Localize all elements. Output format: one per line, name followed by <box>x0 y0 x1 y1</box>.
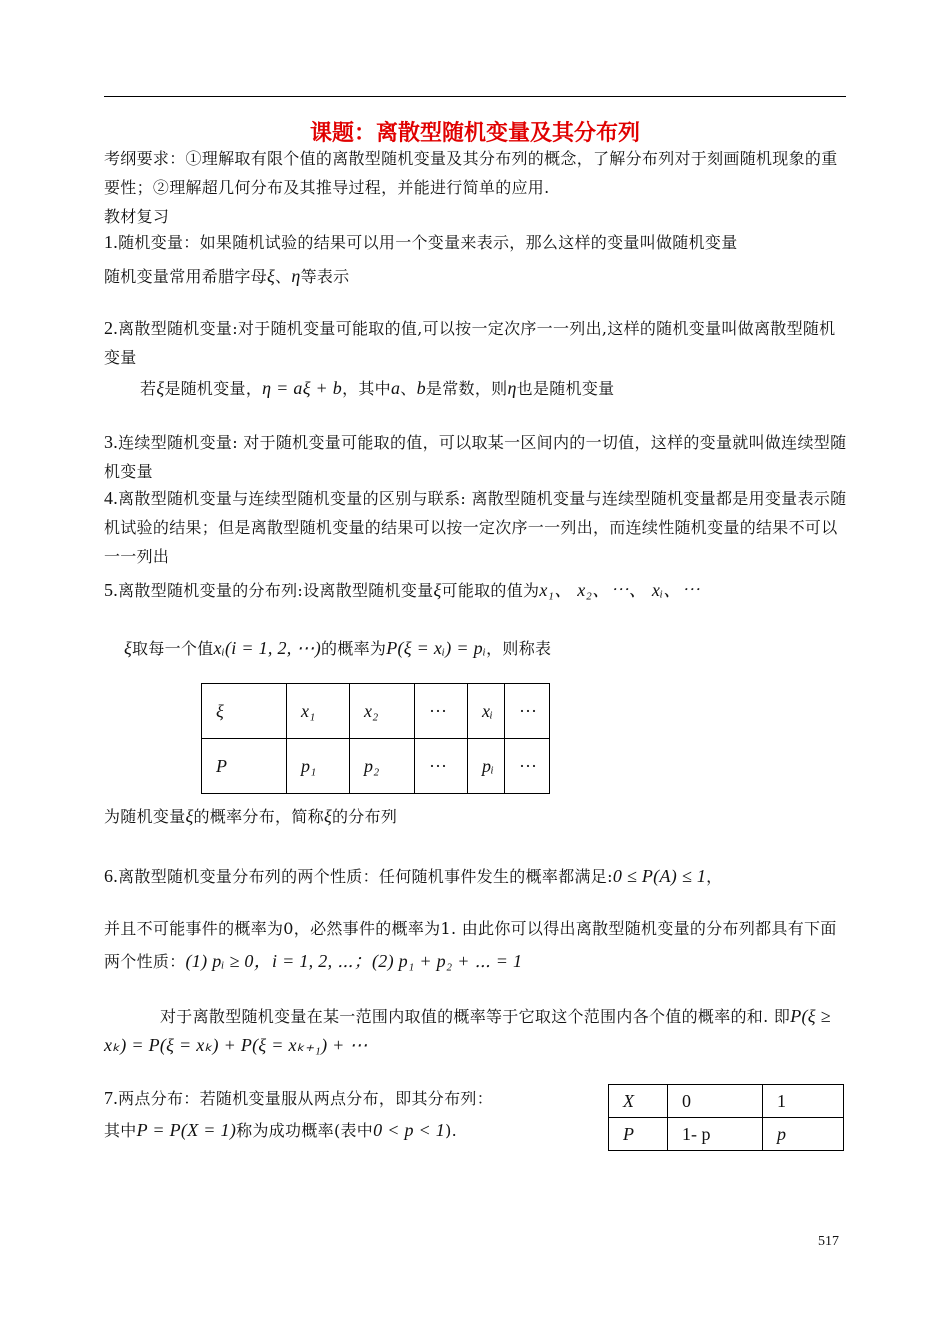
section-6-text: 离散型随机变量分布列的两个性质：任何随机事件发生的概率都满足: <box>118 867 613 886</box>
section-1-tail: 等表示 <box>300 267 350 286</box>
xi-symbol: ξ <box>323 806 332 826</box>
text-constants: 是常数，则 <box>425 379 508 398</box>
table-row <box>202 739 550 794</box>
table-row <box>202 684 550 739</box>
section-1 <box>104 228 848 257</box>
table-cell: 1 <box>763 1085 844 1118</box>
text-table: ，则称表 <box>486 639 552 658</box>
linear-formula: η = aξ + b <box>262 378 343 398</box>
table-cell: ··· <box>415 684 468 739</box>
text-dist-list: 的分布列 <box>331 807 398 826</box>
comma: ， <box>706 867 723 886</box>
distribution-table <box>201 683 550 794</box>
table-cell: X <box>609 1085 668 1118</box>
index-range: (i = 1, 2, ⋯) <box>224 638 322 658</box>
section-4-number: 4. <box>104 488 119 508</box>
section-3-number: 3. <box>104 432 119 452</box>
table-cell: x₂ <box>350 684 415 739</box>
table-cell: xᵢ <box>468 684 505 739</box>
section-7-text: 两点分布：若随机变量服从两点分布，即其分布列： <box>118 1089 494 1108</box>
value-list: x₁、 x₂、⋯、 xᵢ、⋯ <box>539 580 700 600</box>
b-symbol: b <box>416 378 426 398</box>
section-6-para-text: 对于离散型随机变量在某一范围内取值的概率等于它取这个范围内各个值的概率的和. 即 <box>160 1007 791 1026</box>
prob-inequality: 0 ≤ P(A) ≤ 1 <box>612 866 707 886</box>
separator: 、 <box>400 379 417 398</box>
section-5-text: 离散型随机变量的分布列:设离散型随机变量 <box>118 581 434 600</box>
section-5-number: 5. <box>104 580 119 600</box>
table-cell: P <box>202 739 287 794</box>
section-3 <box>104 428 848 486</box>
table-row <box>609 1085 844 1118</box>
text-if: 若 <box>140 379 157 398</box>
table-cell: ··· <box>505 684 550 739</box>
table-cell: p₂ <box>350 739 415 794</box>
table-cell: ξ <box>202 684 287 739</box>
table-cell: P <box>609 1118 668 1151</box>
section-5 <box>104 576 848 605</box>
section-1-number: 1. <box>104 232 119 252</box>
xi-symbol: ξ <box>124 638 133 658</box>
top-rule <box>104 96 846 97</box>
text-where: 其中 <box>104 1121 137 1140</box>
property-2: (2) p₁ + p₂ + ⋯ = 1 <box>371 951 523 971</box>
section-6-paragraph <box>104 1002 848 1060</box>
section-6-line2 <box>104 912 848 978</box>
success-formula: P = P(X = 1) <box>136 1120 237 1140</box>
table-cell: p₁ <box>287 739 350 794</box>
section-1-text: 随机变量：如果随机试验的结果可以用一个变量来表示，那么这样的变量叫做随机变量 <box>118 233 738 252</box>
section-7-number: 7. <box>104 1088 119 1108</box>
text-each-value: 取每一个值 <box>132 639 214 658</box>
section-5-text2: 可能取的值为 <box>441 581 540 600</box>
section-5-after <box>104 802 848 831</box>
p-condition: 0 < p < 1 <box>373 1120 446 1140</box>
xi-value: xᵢ <box>213 638 225 658</box>
section-5-line2 <box>124 634 844 663</box>
section-2-number: 2. <box>104 318 119 338</box>
text-close: ). <box>445 1121 458 1140</box>
two-point-table <box>608 1084 844 1151</box>
text-where: ，其中 <box>342 379 391 398</box>
xi-symbol: ξ <box>267 266 276 286</box>
table-cell: 0 <box>668 1085 763 1118</box>
text-is-rv: 是随机变量， <box>164 379 263 398</box>
text-prob: 的概率为 <box>321 639 387 658</box>
section-2-formula-line <box>140 374 840 403</box>
section-7 <box>104 1084 574 1113</box>
xi-symbol: ξ <box>185 806 194 826</box>
xi-symbol: ξ <box>156 378 165 398</box>
text-prob-dist: 的概率分布，简称 <box>193 807 324 826</box>
table-cell: ··· <box>505 739 550 794</box>
eta-symbol: η <box>507 378 517 398</box>
section-6-line2-text: 并且不可能事件的概率为0，必然事件的概率为1. 由此你可以得出离散型随机变量的分布列都具有下面两个性质： <box>104 919 837 971</box>
page-title: 课题：离散型随机变量及其分布列 <box>309 121 640 146</box>
section-6 <box>104 862 848 891</box>
section-4-text: 离散型随机变量与连续型随机变量的区别与联系: 离散型随机变量与连续型随机变量都是用变量表示随机试验的结果；但是离散型随机变量的结果可以按一定次序一一列出，而连续性随机变量的结果不可以一一列出 <box>104 489 847 566</box>
text-for-rv: 为随机变量 <box>104 807 186 826</box>
page-number: 517 <box>818 1234 839 1249</box>
text-also-rv: 也是随机变量 <box>516 379 615 398</box>
table-cell: x₁ <box>287 684 350 739</box>
prob-formula: P(ξ = xᵢ) = pᵢ <box>386 638 487 658</box>
section-2-text: 离散型随机变量:对于随机变量可能取的值,可以按一定次序一一列出,这样的随机变量叫做离散型随机变量 <box>104 319 836 367</box>
text-success-prob: 称为成功概率(表中 <box>236 1121 374 1140</box>
section-4 <box>104 484 848 571</box>
table-cell: p <box>763 1118 844 1151</box>
section-6-number: 6. <box>104 866 119 886</box>
xi-symbol: ξ <box>433 580 442 600</box>
sum-formula: P(ξ ≥ xₖ) = P(ξ = xₖ) + P(ξ = xₖ₊₁) + ⋯ <box>104 1006 831 1055</box>
a-symbol: a <box>390 378 401 398</box>
eta-symbol: η <box>291 266 301 286</box>
table-row <box>609 1118 844 1151</box>
table-cell: pᵢ <box>468 739 505 794</box>
separator: 、 <box>275 267 292 286</box>
table-cell: 1- p <box>668 1118 763 1151</box>
review-heading: 教材复习 <box>104 207 170 226</box>
section-1-line2 <box>104 262 848 291</box>
table-cell: ··· <box>415 739 468 794</box>
requirement-paragraph: 考纲要求：①理解取有限个值的离散型随机变量及其分布列的概念，了解分布列对于刻画随机现象的重要性；②理解超几何分布及其推导过程，并能进行简单的应用. <box>104 149 838 197</box>
section-7-line2 <box>104 1116 584 1145</box>
section-2 <box>104 314 848 372</box>
section-3-text: 连续型随机变量: 对于随机变量可能取的值，可以取某一区间内的一切值，这样的变量就叫做连续型随机变量 <box>104 433 847 481</box>
property-1: (1) pᵢ ≥ 0，i = 1, 2, ⋯； <box>185 951 372 971</box>
section-1-line2-text: 随机变量常用希腊字母 <box>104 267 268 286</box>
